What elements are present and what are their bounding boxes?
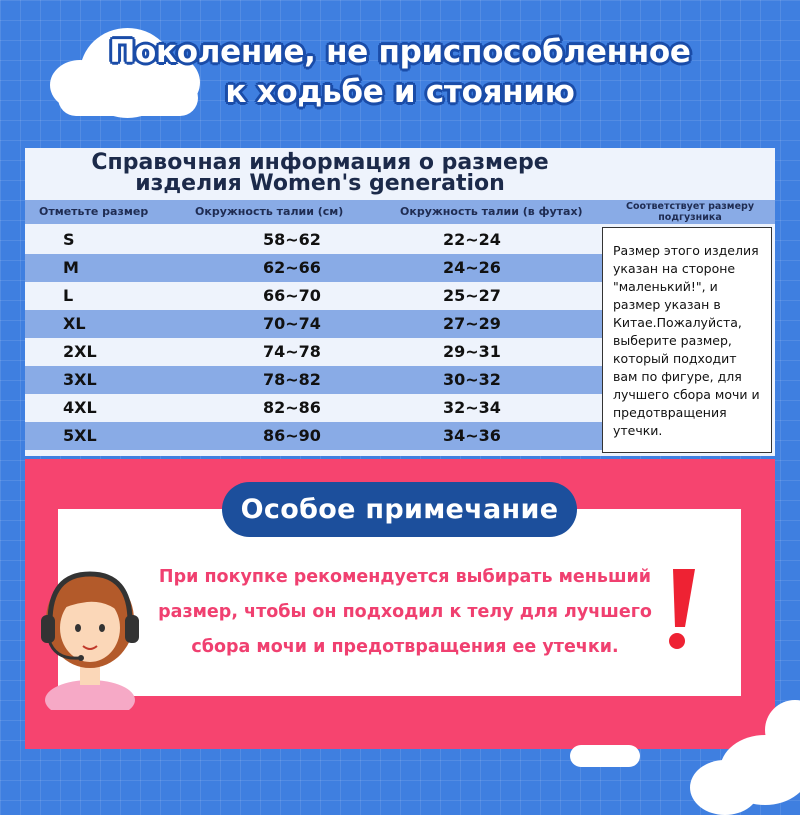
table-row <box>25 282 603 310</box>
table-row <box>25 226 603 254</box>
cell-waist-ft: 32~34 <box>443 398 501 417</box>
cell-waist-ft: 25~27 <box>443 286 501 305</box>
cell-waist-cm: 78~82 <box>263 370 321 389</box>
size-chart-title-line-2: изделия Women's generation <box>135 171 505 196</box>
header-diaper-size: Соответствует размеру подгузника <box>625 201 755 223</box>
table-row <box>25 394 603 422</box>
cell-waist-ft: 22~24 <box>443 230 501 249</box>
size-chart-header-row <box>25 200 775 224</box>
cell-size: L <box>63 286 74 305</box>
special-note-title: Особое примечание <box>222 482 577 537</box>
table-row <box>25 310 603 338</box>
cell-size: XL <box>63 314 86 333</box>
cell-waist-cm: 66~70 <box>263 286 321 305</box>
exclamation-icon <box>655 565 705 655</box>
headline-line-2: к ходьбе и стоянию <box>225 74 575 110</box>
cell-waist-cm: 58~62 <box>263 230 321 249</box>
header-waist-ft: Окружность талии (в футах) <box>400 205 583 218</box>
cell-waist-cm: 62~66 <box>263 258 321 277</box>
page-headline <box>100 32 700 112</box>
special-note-line-1: При покупке рекомендуется выбирать меньший <box>158 567 652 587</box>
special-note-text <box>140 560 670 665</box>
cell-size: 5XL <box>63 426 97 445</box>
cell-waist-ft: 29~31 <box>443 342 501 361</box>
cell-size: 3XL <box>63 370 97 389</box>
cell-waist-cm: 70~74 <box>263 314 321 333</box>
support-agent-avatar-icon <box>25 560 150 710</box>
cell-waist-cm: 86~90 <box>263 426 321 445</box>
header-size: Отметьте размер <box>39 205 149 218</box>
cell-waist-cm: 82~86 <box>263 398 321 417</box>
cell-size: 4XL <box>63 398 97 417</box>
cell-waist-cm: 74~78 <box>263 342 321 361</box>
size-chart-title <box>25 148 615 204</box>
table-row <box>25 366 603 394</box>
size-note-box: Размер этого изделия указан на стороне "маленький!", и размер указан в Китае.Пожалуйста, выберите размер, который подходит вам по фигуре, для лучшего сбора мочи и предотвращения утечки. <box>602 227 772 453</box>
headline-line-1: Поколение, не приспособленное <box>109 34 691 70</box>
table-row <box>25 338 603 366</box>
header-waist-cm: Окружность талии (см) <box>195 205 344 218</box>
cell-waist-ft: 34~36 <box>443 426 501 445</box>
cell-size: S <box>63 230 75 249</box>
special-note-line-2: размер, чтобы он подходил к телу для лучшего <box>158 602 652 622</box>
cell-size: 2XL <box>63 342 97 361</box>
cell-size: M <box>63 258 79 277</box>
cell-waist-ft: 27~29 <box>443 314 501 333</box>
table-row <box>25 422 603 450</box>
table-row <box>25 254 603 282</box>
size-chart-panel <box>25 148 775 456</box>
cell-waist-ft: 30~32 <box>443 370 501 389</box>
special-note-line-3: сбора мочи и предотвращения ее утечки. <box>191 637 619 657</box>
size-chart-title-line-1: Справочная информация о размере <box>91 150 549 175</box>
cell-waist-ft: 24~26 <box>443 258 501 277</box>
